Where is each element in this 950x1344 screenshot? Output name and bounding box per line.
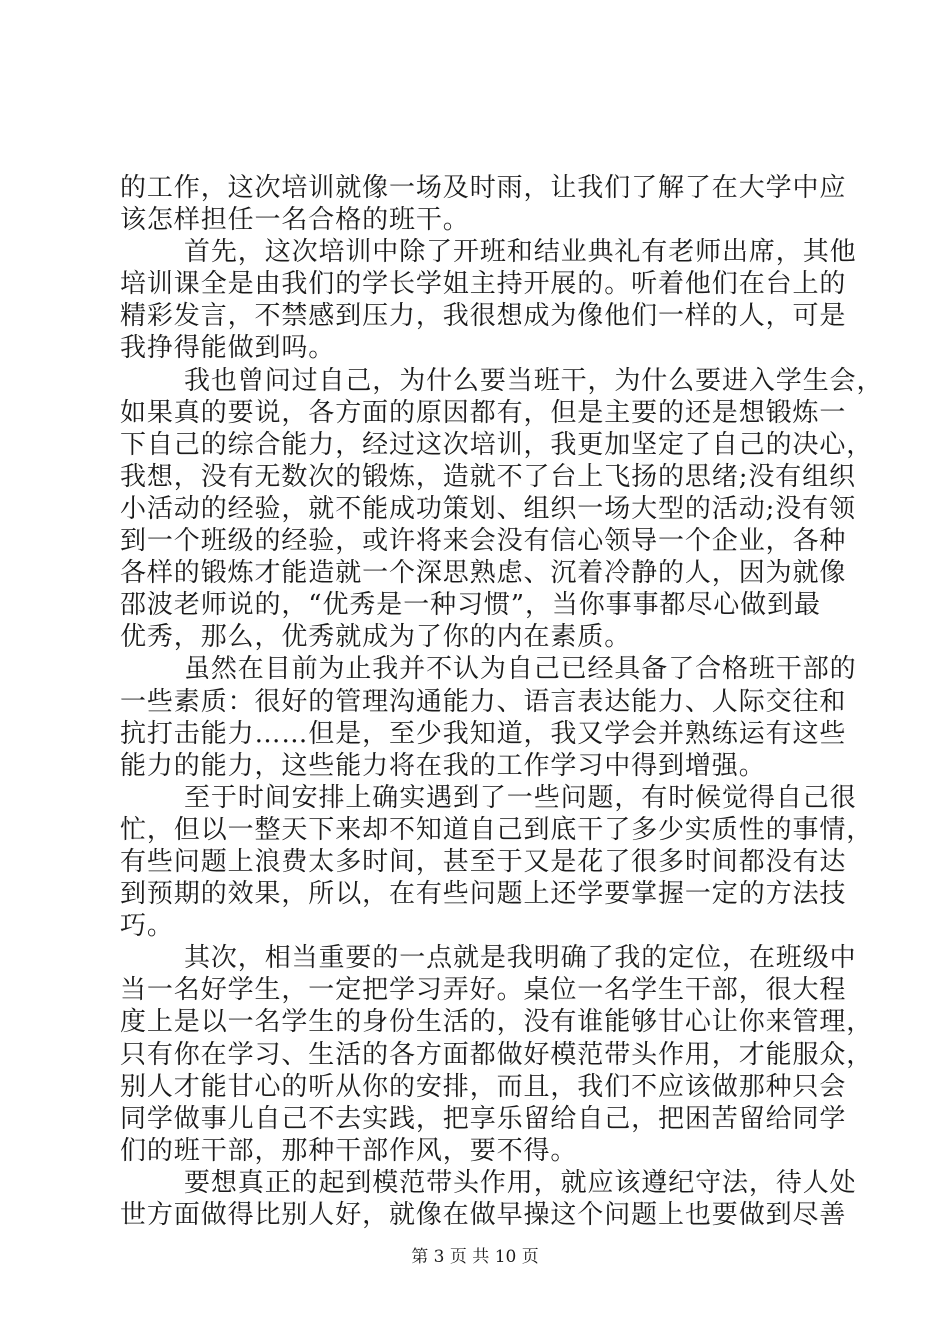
paragraph-first-line: 首先，这次培训中除了开班和结业典礼有老师出席，其他 (184, 237, 857, 268)
paragraph-first-line: 其次，相当重要的一点就是我明确了我的定位，在班级中 (184, 943, 857, 974)
text-line: 一些素质：很好的管理沟通能力、语言表达能力、人际交往和 (120, 686, 847, 717)
text-line: 同学做事儿自己不去实践，把享乐留给自己，把困苦留给同学 (120, 1103, 847, 1134)
text-line: 巧。 (120, 911, 174, 942)
text-line: 当一名好学生，一定把学习弄好。桌位一名学生干部，很大程 (120, 975, 847, 1006)
text-line: 们的班干部，那种干部作风，要不得。 (120, 1135, 578, 1166)
text-line: 我挣得能做到吗。 (120, 333, 336, 364)
text-line: 培训课全是由我们的学长学姐主持开展的。听着他们在台上的 (120, 269, 847, 300)
text-line: 下自己的综合能力，经过这次培训，我更加坚定了自己的决心， (120, 429, 874, 460)
text-line: 能力的能力，这些能力将在我的工作学习中得到增强。 (120, 750, 766, 781)
text-line: 到预期的效果，所以，在有些问题上还学要掌握一定的方法技 (120, 879, 847, 910)
body-text (120, 172, 884, 1231)
text-line: 只有你在学习、生活的各方面都做好模范带头作用，才能服众， (120, 1039, 874, 1070)
text-line: 抗打击能力……但是，至少我知道，我又学会并熟练运有这些 (120, 718, 847, 749)
text-line: 精彩发言，不禁感到压力，我很想成为像他们一样的人，可是 (120, 301, 847, 332)
text-line: 我想，没有无数次的锻炼，造就不了台上飞扬的思绪;没有组织 (120, 461, 856, 492)
text-line: 邵波老师说的，“优秀是一种习惯”，当你事事都尽心做到最 (120, 590, 821, 621)
text-line: 到一个班级的经验，或许将来会没有信心领导一个企业，各种 (120, 526, 847, 557)
text-line: 优秀，那么，优秀就成为了你的内在素质。 (120, 622, 632, 653)
text-line: 别人才能甘心的听从你的安排，而且，我们不应该做那种只会 (120, 1071, 847, 1102)
text-line: 该怎样担任一名合格的班干。 (120, 205, 470, 236)
text-line: 有些问题上浪费太多时间，甚至于又是花了很多时间都没有达 (120, 846, 847, 877)
paragraph-first-line: 虽然在目前为止我并不认为自己已经具备了合格班干部的 (184, 654, 857, 685)
page-footer: 第 3 页 共 10 页 (411, 1247, 539, 1267)
text-line: 小活动的经验，就不能成功策划、组织一场大型的活动;没有领 (120, 493, 856, 524)
text-line: 世方面做得比别人好，就像在做早操这个问题上也要做到尽善 (120, 1200, 847, 1230)
text-line: 的工作，这次培训就像一场及时雨，让我们了解了在大学中应 (120, 173, 847, 203)
paragraph-first-line: 我也曾问过自己，为什么要当班干，为什么要进入学生会， (184, 365, 884, 396)
paragraph-first-line: 要想真正的起到模范带头作用，就应该遵纪守法，待人处 (184, 1167, 857, 1198)
text-line: 如果真的要说，各方面的原因都有，但是主要的还是想锻炼一 (120, 397, 847, 428)
text-line: 忙，但以一整天下来却不知道自己到底干了多少实质性的事情， (120, 814, 874, 845)
text-line: 各样的锻炼才能造就一个深思熟虑、沉着冷静的人，因为就像 (120, 558, 847, 589)
text-line: 度上是以一名学生的身份生活的，没有谁能够甘心让你来管理， (120, 1007, 874, 1038)
paragraph-first-line: 至于时间安排上确实遇到了一些问题，有时候觉得自己很 (184, 782, 857, 813)
